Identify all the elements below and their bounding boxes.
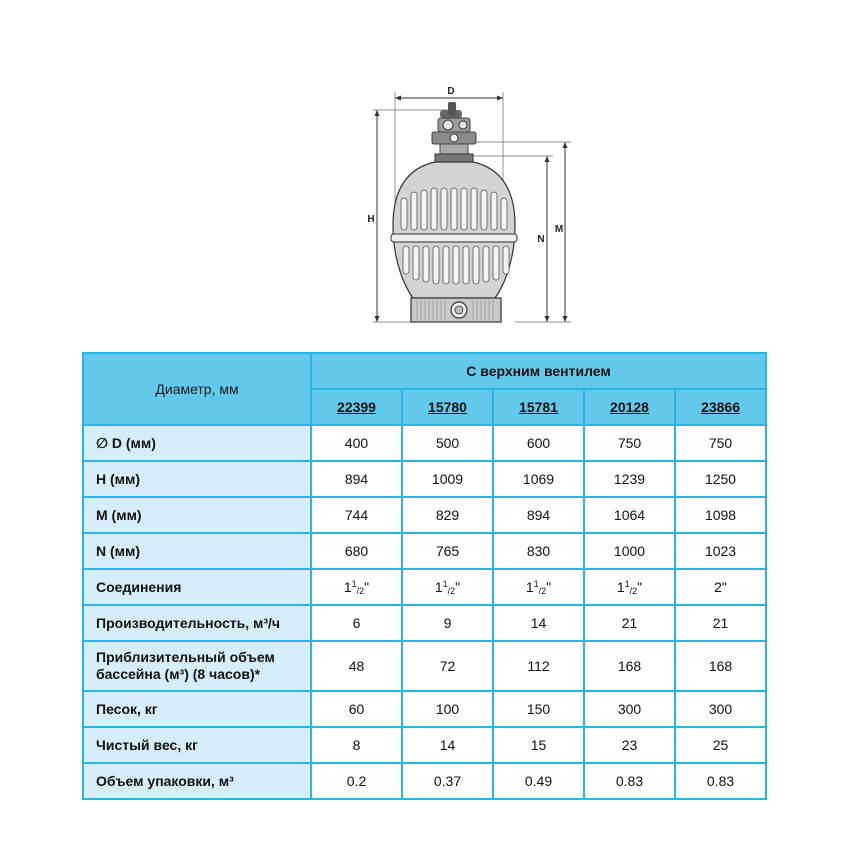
table-cell: 750 bbox=[584, 425, 675, 461]
table-cell: 1000 bbox=[584, 533, 675, 569]
table-row bbox=[83, 497, 766, 533]
table-cell: 680 bbox=[311, 533, 402, 569]
table-cell: 15 bbox=[493, 727, 584, 763]
table-cell: 765 bbox=[402, 533, 493, 569]
table-cell: 72 bbox=[402, 641, 493, 691]
table-cell: 100 bbox=[402, 691, 493, 727]
table-row bbox=[83, 425, 766, 461]
table-cell: 0.37 bbox=[402, 763, 493, 799]
table-row bbox=[83, 641, 766, 691]
table-row bbox=[83, 605, 766, 641]
table-cell: 830 bbox=[493, 533, 584, 569]
table-cell: 0.49 bbox=[493, 763, 584, 799]
row-label: H (мм) bbox=[83, 461, 311, 497]
table-cell: 0.83 bbox=[584, 763, 675, 799]
table-row bbox=[83, 763, 766, 799]
dim-h-label: H bbox=[367, 214, 375, 225]
table-cell: 750 bbox=[675, 425, 766, 461]
table-cell: 300 bbox=[584, 691, 675, 727]
table-cell: 112 bbox=[493, 641, 584, 691]
row-label: M (мм) bbox=[83, 497, 311, 533]
header-diameter: Диаметр, мм bbox=[83, 353, 311, 425]
table-cell: 744 bbox=[311, 497, 402, 533]
model-header: 22399 bbox=[311, 389, 402, 425]
row-label: N (мм) bbox=[83, 533, 311, 569]
table-cell: 829 bbox=[402, 497, 493, 533]
table-cell: 8 bbox=[311, 727, 402, 763]
table-cell: 0.2 bbox=[311, 763, 402, 799]
table-cell: 600 bbox=[493, 425, 584, 461]
filter-schematic bbox=[355, 80, 585, 340]
table-cell: 25 bbox=[675, 727, 766, 763]
table-cell: 150 bbox=[493, 691, 584, 727]
table-cell: $1^1_{/2}$" bbox=[402, 569, 493, 605]
table-row bbox=[83, 691, 766, 727]
table-cell: $1^1_{/2}$" bbox=[493, 569, 584, 605]
table-cell: 60 bbox=[311, 691, 402, 727]
dim-m-label: M bbox=[554, 224, 564, 235]
table-cell: 14 bbox=[402, 727, 493, 763]
dim-n-label: N bbox=[537, 234, 545, 245]
table-cell: 1009 bbox=[402, 461, 493, 497]
table-cell: 894 bbox=[311, 461, 402, 497]
model-header: 20128 bbox=[584, 389, 675, 425]
table-cell: 21 bbox=[584, 605, 675, 641]
row-label: Песок, кг bbox=[83, 691, 311, 727]
table-cell: 2" bbox=[675, 569, 766, 605]
table-cell: 48 bbox=[311, 641, 402, 691]
row-label: Объем упаковки, м³ bbox=[83, 763, 311, 799]
table-cell: 21 bbox=[675, 605, 766, 641]
table-cell: 1064 bbox=[584, 497, 675, 533]
table-row bbox=[83, 533, 766, 569]
row-label: Приблизительный объем бассейна (м³) (8 часов)* bbox=[83, 641, 311, 691]
table-cell: 1098 bbox=[675, 497, 766, 533]
filter-drawing bbox=[355, 80, 585, 340]
table-cell: 1023 bbox=[675, 533, 766, 569]
table-row bbox=[83, 569, 766, 605]
table-cell: 14 bbox=[493, 605, 584, 641]
table-cell: 9 bbox=[402, 605, 493, 641]
table-cell: 300 bbox=[675, 691, 766, 727]
table-cell: $1^1_{/2}$" bbox=[584, 569, 675, 605]
table-cell: 1250 bbox=[675, 461, 766, 497]
table-cell: 1239 bbox=[584, 461, 675, 497]
header-top-valve: С верхним вентилем bbox=[311, 353, 766, 389]
table-cell: 23 bbox=[584, 727, 675, 763]
row-label: Производительность, м³/ч bbox=[83, 605, 311, 641]
table-cell: 1069 bbox=[493, 461, 584, 497]
row-label: ∅ D (мм) bbox=[83, 425, 311, 461]
model-header: 15780 bbox=[402, 389, 493, 425]
table-cell: 168 bbox=[584, 641, 675, 691]
table-cell: 400 bbox=[311, 425, 402, 461]
spec-table bbox=[82, 352, 767, 800]
dim-d-label: D bbox=[447, 86, 455, 97]
model-header: 15781 bbox=[493, 389, 584, 425]
table-cell: 894 bbox=[493, 497, 584, 533]
table-cell: 168 bbox=[675, 641, 766, 691]
table-cell: 6 bbox=[311, 605, 402, 641]
model-header: 23866 bbox=[675, 389, 766, 425]
table-row bbox=[83, 461, 766, 497]
row-label: Чистый вес, кг bbox=[83, 727, 311, 763]
row-label: Соединения bbox=[83, 569, 311, 605]
table-cell: $1^1_{/2}$" bbox=[311, 569, 402, 605]
table-cell: 0.83 bbox=[675, 763, 766, 799]
table-row bbox=[83, 727, 766, 763]
table-cell: 500 bbox=[402, 425, 493, 461]
